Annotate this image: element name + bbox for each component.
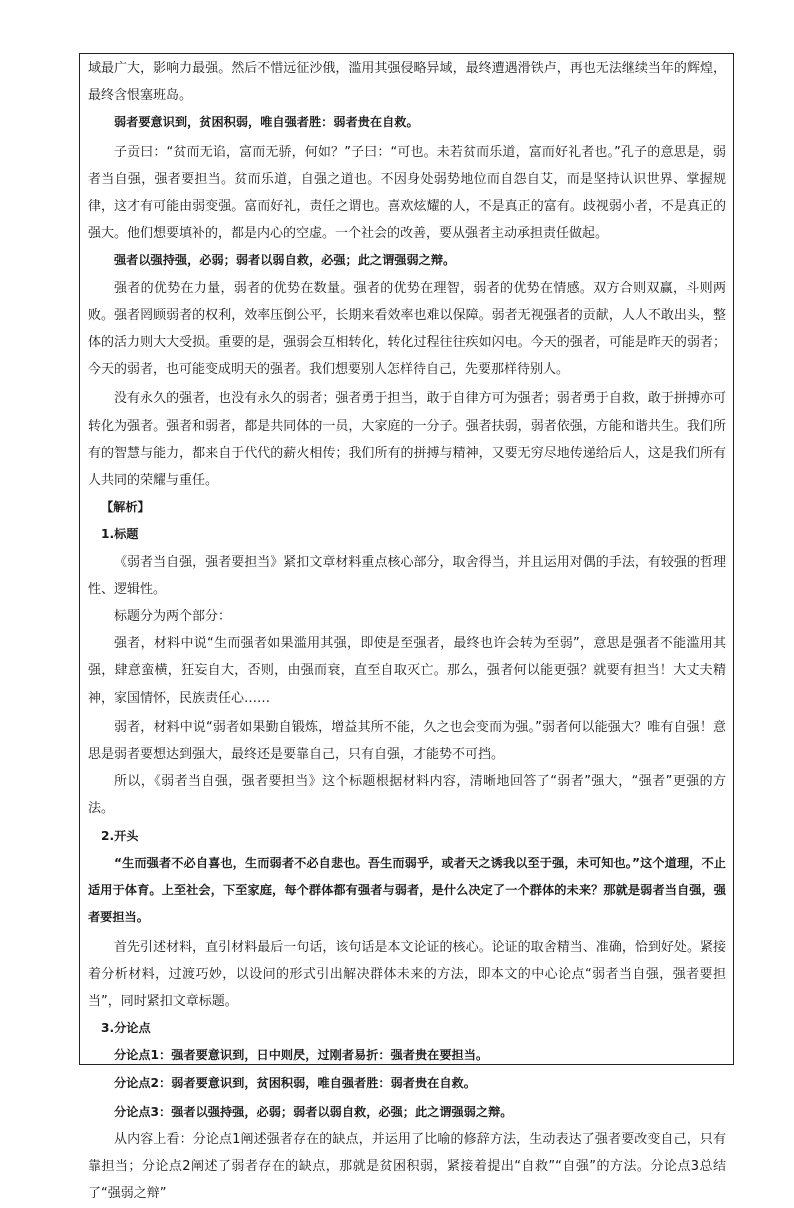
subpoint-weak-self-rescue: 弱者要意识到，贫困积弱，唯自强者胜：弱者贵在自救。 <box>114 115 419 130</box>
paragraph-weak-part: 弱者，材料中说“弱者如果勤自锻炼，增益其所不能，久之也会变而为强。”弱者何以能强大？唯有自强！意思是弱者要想达到强大，最终还是要靠自己，只有自强，才能势不可挡。 <box>88 719 726 763</box>
paragraph-opening-quote: “生而强者不必自喜也，生而弱者不必自悲也。吾生而弱乎，或者天之诱我以至于强，未可知也。”这个道理，不止适用于体育。上至社会，下至家庭，每个群体都有强者与弱者，是什么决定了一个群体的未来？那就是弱者当自强，强者要担当。 <box>88 855 726 925</box>
section-title-heading: 1.标题 <box>101 527 139 542</box>
paragraph-opening-analysis: 首先引述材料，直引材料最后一句话，该句话是本文论证的核心。论证的取舍精当、准确，恰到好处。紧接着分析材料，过渡巧妙，以设问的形式引出解决群体未来的方法，即本文的中心论点“弱者当自强，强者要担当”，同时紧扣文章标题。 <box>88 939 726 1009</box>
paragraph-advantages: 强者的优势在力量，弱者的优势在数量。强者的优势在理智，弱者的优势在情感。双方合则双赢，斗则两败。强者罔顾弱者的权利，效率压倒公平，长期来看效率也难以保障。弱者无视强者的贡献，人人不敢出头，整体的活力则大大受损。重要的是，强弱会互相转化，转化过程往往疾如闪电。今天的强者，可能是昨天的弱者；今天的弱者，也可能变成明天的强者。我们想要别人怎样待自己，先要那样待别人。 <box>88 280 726 378</box>
paragraph-content-analysis: 从内容上看：分论点1阐述强者存在的缺点，并运用了比喻的修辞方法，生动表达了强者要改变自己，只有靠担当；分论点2阐述了弱者存在的缺点，那就是贫困积弱，紧接着提出“自救”“自强”的方法。分论点3总结了“强弱之辩” <box>88 1131 726 1202</box>
paragraph-title-conclusion: 所以，《弱者当自强，强者要担当》这个标题根据材料内容，清晰地回答了“弱者”强大，“强者”更强的方法。 <box>88 774 726 817</box>
subpoint-1: 分论点1：强者要意识到，日中则昃，过刚者易折：强者贵在要担当。 <box>114 1048 489 1063</box>
paragraph-napoleon: 域最广大，影响力最强。然后不惜远征沙俄，滥用其强侵略异域，最终遭遇滑铁卢，再也无法继续当年的辉煌，最终含恨塞班岛。 <box>88 61 726 104</box>
paragraph-no-eternal-strong: 没有永久的强者，也没有永久的弱者；强者勇于担当，敢于自律方可为强者；弱者勇于自救，敢于拼搏亦可转化为强者。强者和弱者，都是共同体的一员，大家庭的一分子。强者扶弱，弱者依强，方能和谐共生。我们所有的智慧与能力，都来自于代代的薪火相传；我们所有的拼搏与精神，又要无穷尽地传递给后人，这是我们所有人共同的荣耀与重任。 <box>88 391 726 489</box>
document-frame <box>79 53 734 1202</box>
section-opening-heading: 2.开头 <box>101 828 139 843</box>
paragraph-strong-part: 强者，材料中说“生而强者如果滥用其强，即使是至强者，最终也许会转为至弱”，意思是强者不能滥用其强，肆意蛮横，狂妄自大，否则，由强而衰，直至自取灭亡。那么，强者何以能更强？就要有担当！大丈夫精神，家国情怀，民族责任心…… <box>88 636 726 706</box>
subpoint-strong-weak-debate: 强者以强持强，必弱；弱者以弱自救，必强；此之谓强弱之辩。 <box>114 253 456 268</box>
paragraph-title-analysis: 《弱者当自强，强者要担当》紧扣文章材料重点核心部分，取舍得当，并且运用对偶的手法，有较强的哲理性、逻辑性。 <box>88 554 726 597</box>
analysis-heading: 【解析】 <box>101 500 150 515</box>
section-subpoints-heading: 3.分论点 <box>101 1021 151 1036</box>
paragraph-zigong: 子贡曰：“贫而无谄，富而无骄，何如？”子曰：“可也。未若贫而乐道，富而好礼者也。”孔子的意思是，弱者当自强，强者要担当。贫而乐道，自强之道也。不因身处弱势地位而自怨自艾，而是坚持认识世界、掌握规律，这才有可能由弱变强。富而好礼，责任之谓也。喜欢炫耀的人，不是真正的富有。歧视弱小者，不是真正的强大。他们想要填补的，都是内心的空虚。一个社会的改善，要从强者主动承担责任做起。 <box>88 144 726 242</box>
subpoint-2: 分论点2：弱者要意识到，贫困积弱，唯自强者胜：弱者贵在自救。 <box>114 1075 476 1090</box>
subpoint-3: 分论点3：强者以强持强，必弱；弱者以弱自救，必强；此之谓强弱之辩。 <box>114 1104 513 1119</box>
paragraph-title-parts: 标题分为两个部分： <box>114 609 232 625</box>
